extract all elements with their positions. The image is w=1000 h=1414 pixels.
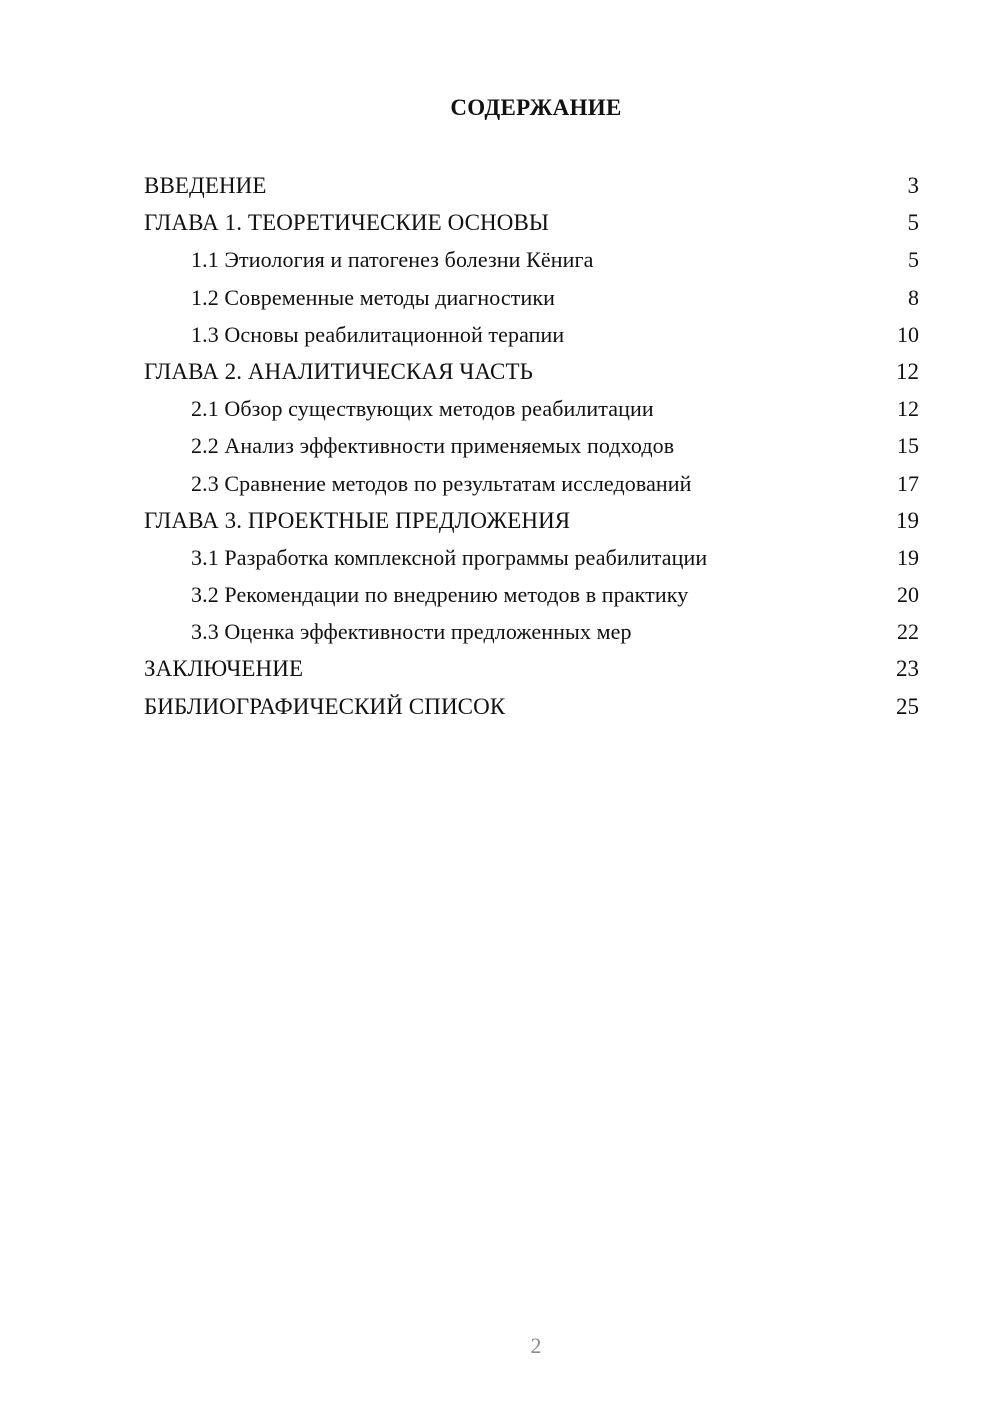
toc-entry-label: 2.3 Сравнение методов по результатам исследований: [191, 470, 692, 496]
toc-entry-section-1-3[interactable]: [144, 316, 919, 353]
toc-entry-section-3-3[interactable]: [144, 613, 919, 650]
toc-entry-label: 3.3 Оценка эффективности предложенных мер: [191, 619, 632, 645]
toc-entry-label: БИБЛИОГРАФИЧЕСКИЙ СПИСОК: [144, 693, 506, 719]
toc-entry-section-1-2[interactable]: [144, 279, 919, 316]
toc-entry-conclusion[interactable]: [144, 650, 919, 687]
toc-entry-page: 8: [908, 284, 919, 310]
toc-entry-page: 25: [896, 693, 919, 719]
toc-entry-label: 2.2 Анализ эффективности применяемых подходов: [191, 433, 675, 459]
page-number: 2: [530, 1333, 542, 1358]
toc-entry-chapter-3[interactable]: [144, 502, 919, 539]
toc-entry-label: 1.1 Этиология и патогенез болезни Кёнига: [191, 247, 594, 273]
toc-entry-page: 22: [897, 619, 919, 645]
toc-entry-page: 19: [897, 544, 919, 570]
toc-entry-section-3-1[interactable]: [144, 539, 919, 576]
toc-entry-section-3-2[interactable]: [144, 576, 919, 613]
toc-entry-label: 1.2 Современные методы диагностики: [191, 284, 556, 310]
toc-entry-section-1-1[interactable]: [144, 241, 919, 278]
toc-entry-bibliography[interactable]: [144, 688, 919, 725]
toc-entry-section-2-2[interactable]: [144, 427, 919, 464]
toc-entry-chapter-1[interactable]: [144, 204, 919, 241]
toc-entry-page: 5: [907, 210, 919, 236]
toc-entry-label: ГЛАВА 1. ТЕОРЕТИЧЕСКИЕ ОСНОВЫ: [144, 210, 550, 236]
toc-entry-page: 5: [908, 247, 919, 273]
toc-entry-section-2-3[interactable]: [144, 465, 919, 502]
toc-entry-page: 12: [897, 396, 919, 422]
page-title: СОДЕРЖАНИЕ: [450, 95, 622, 120]
toc-entry-page: 23: [896, 656, 919, 682]
table-of-contents: [144, 167, 919, 725]
toc-entry-label: 2.1 Обзор существующих методов реабилитации: [191, 396, 654, 422]
toc-entry-page: 17: [897, 470, 919, 496]
toc-entry-label: 3.1 Разработка комплексной программы реабилитации: [191, 544, 708, 570]
toc-entry-label: ГЛАВА 3. ПРОЕКТНЫЕ ПРЕДЛОЖЕНИЯ: [144, 507, 571, 533]
toc-entry-introduction[interactable]: [144, 167, 919, 204]
toc-entry-page: 3: [907, 173, 919, 198]
toc-entry-page: 12: [896, 358, 919, 384]
toc-entry-label: 3.2 Рекомендации по внедрению методов в практику: [191, 582, 689, 608]
toc-entry-label: ЗАКЛЮЧЕНИЕ: [144, 656, 304, 682]
toc-entry-label: ВВЕДЕНИЕ: [144, 173, 267, 198]
toc-entry-page: 10: [897, 321, 919, 347]
toc-entry-label: ГЛАВА 2. АНАЛИТИЧЕСКАЯ ЧАСТЬ: [144, 358, 533, 384]
toc-entry-label: 1.3 Основы реабилитационной терапии: [191, 321, 565, 347]
toc-entry-chapter-2[interactable]: [144, 353, 919, 390]
toc-entry-page: 19: [896, 507, 919, 533]
toc-entry-page: 15: [897, 433, 919, 459]
toc-entry-section-2-1[interactable]: [144, 390, 919, 427]
toc-entry-page: 20: [897, 582, 919, 608]
